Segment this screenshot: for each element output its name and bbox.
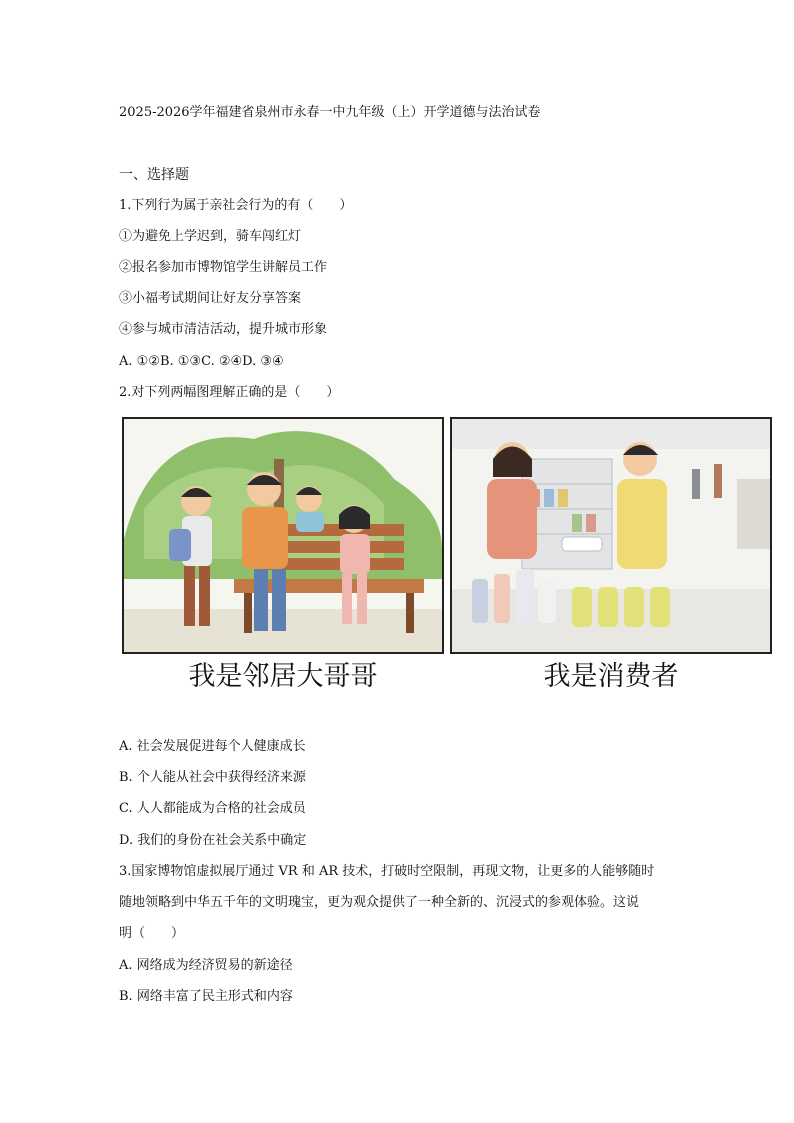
question-1-item: ④参与城市清洁活动，提升城市形象 <box>119 322 328 337</box>
question-3-stem: 随地领略到中华五千年的文明瑰宝，更为观众提供了一种全新的、沉浸式的参观体验。这说 <box>119 895 640 910</box>
shop-illustration <box>450 417 772 654</box>
question-1-item: ②报名参加市博物馆学生讲解员工作 <box>119 260 328 275</box>
question-2-option: C. 人人都能成为合格的社会成员 <box>119 801 306 816</box>
question-3-option: A. 网络成为经济贸易的新途径 <box>119 958 293 973</box>
neighbor-illustration <box>122 417 444 654</box>
question-1-item: ③小福考试期间让好友分享答案 <box>119 291 302 306</box>
question-2-option: B. 个人能从社会中获得经济来源 <box>119 770 306 785</box>
question-1-stem: 1.下列行为属于亲社会行为的有（ ） <box>119 198 353 213</box>
question-1-options: A. ①②B. ①③C. ②④D. ③④ <box>119 354 284 369</box>
caption-consumer: 我是消费者 <box>543 661 679 692</box>
question-2-stem: 2.对下列两幅图理解正确的是（ ） <box>119 385 340 400</box>
section-heading: 一、选择题 <box>119 167 189 183</box>
question-3-stem: 3.国家博物馆虚拟展厅通过 VR 和 AR 技术，打破时空限制，再现文物，让更多的人能够随时 <box>119 864 655 879</box>
caption-neighbor: 我是邻居大哥哥 <box>188 661 378 692</box>
page-title: 2025-2026学年福建省泉州市永春一中九年级（上）开学道德与法治试卷 <box>119 105 541 120</box>
question-2-option: A. 社会发展促进每个人健康成长 <box>119 739 306 754</box>
question-2-option: D. 我们的身份在社会关系中确定 <box>119 833 307 848</box>
question-1-item: ①为避免上学迟到，骑车闯红灯 <box>119 229 302 244</box>
question-3-stem: 明（ ） <box>119 926 185 941</box>
question-3-option: B. 网络丰富了民主形式和内容 <box>119 989 293 1004</box>
